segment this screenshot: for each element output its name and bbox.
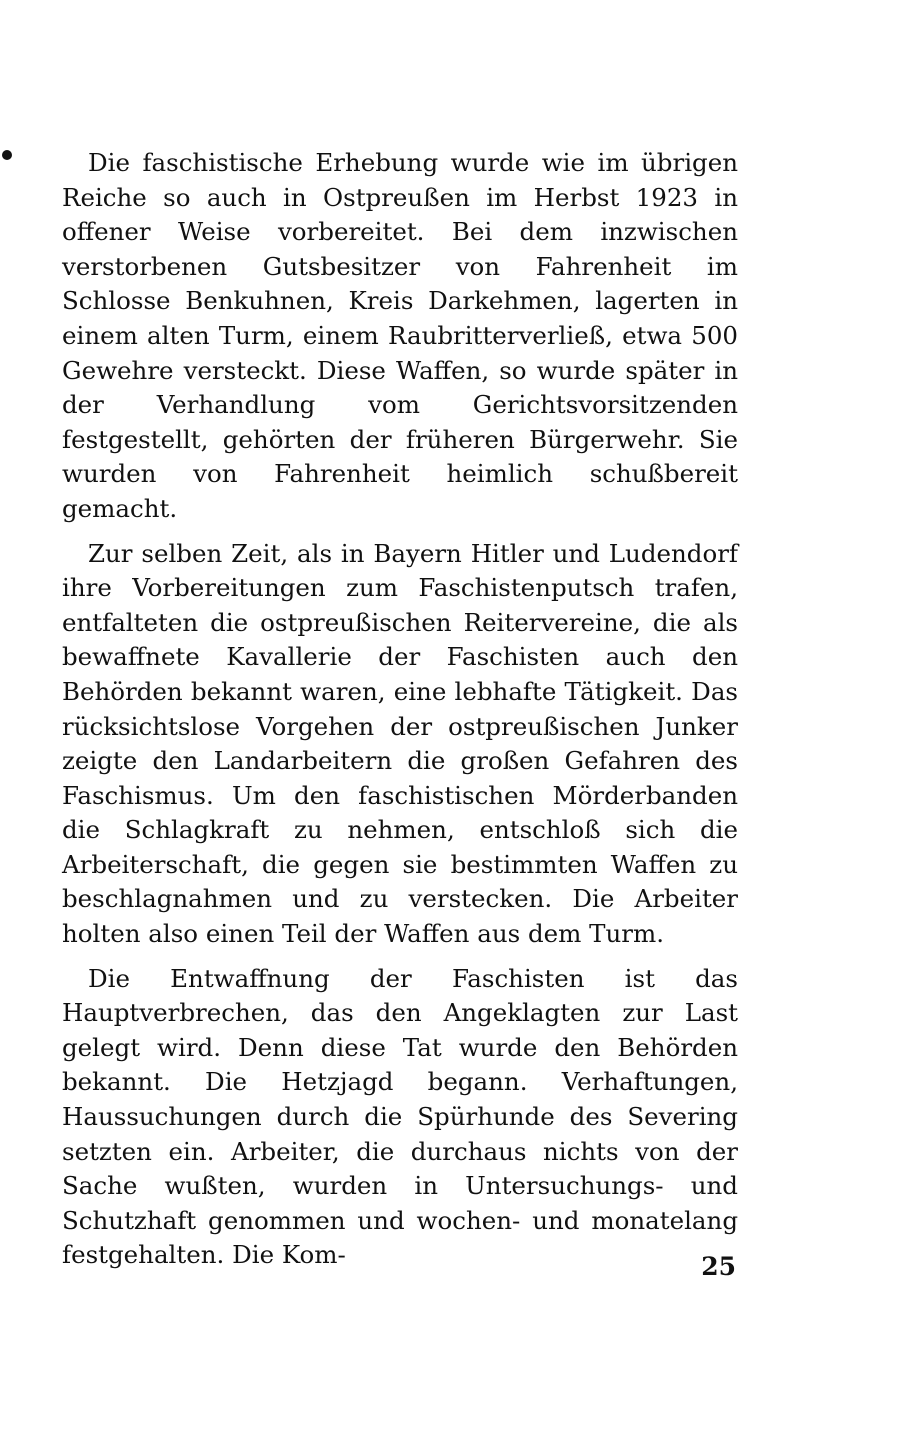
paragraph-1: Die faschistische Erhebung wurde wie im übrigen Reiche so auch in Ostpreußen im Herbst 1923 in offener Weise vorbereitet. Bei dem inzwischen verstorbenen Gutsbesitzer von Fahrenheit im Schlosse Benkuhnen, Kreis Darkehmen, lagerten in einem alten Turm, einem Raubritterverließ, etwa 500 Gewehre versteckt. Diese Waffen, so wurde später in der Verhandlung vom Gerichtsvorsitzenden festgestellt, gehörten der früheren Bürgerwehr. Sie wurden von Fahrenheit heimlich schußbereit gemacht. [62, 148, 738, 523]
body-text [62, 146, 738, 1273]
page-number: 25 [701, 1252, 736, 1281]
paragraph-2: Zur selben Zeit, als in Bayern Hitler und Ludendorf ihre Vorbereitungen zum Faschistenputsch trafen, entfalteten die ostpreußischen Reitervereine, die als bewaffnete Kavallerie der Faschisten auch den Behörden bekannt waren, eine lebhafte Tätigkeit. Das rücksichtslose Vorgehen der ostpreußischen Junker zeigte den Landarbeitern die großen Gefahren des Faschismus. Um den faschistischen Mörderbanden die Schlagkraft zu nehmen, entschloß sich die Arbeiterschaft, die gegen sie bestimmten Waffen zu beschlagnahmen und zu verstecken. Die Arbeiter holten also einen Teil der Waffen aus dem Turm. [62, 538, 738, 949]
margin-dot-mark [2, 150, 12, 160]
paragraph-3: Die Entwaffnung der Faschisten ist das Hauptverbrechen, das den Angeklagten zur Last gelegt wird. Denn diese Tat wurde den Behörden bekannt. Die Hetzjagd begann. Verhaftungen, Haussuchungen durch die Spürhunde des Severing setzten ein. Arbeiter, die durchaus nichts von der Sache wußten, wurden in Untersuchungs- und Schutzhaft genommen und wochen- und monatelang festgehalten. Die Kom- [62, 963, 738, 1270]
